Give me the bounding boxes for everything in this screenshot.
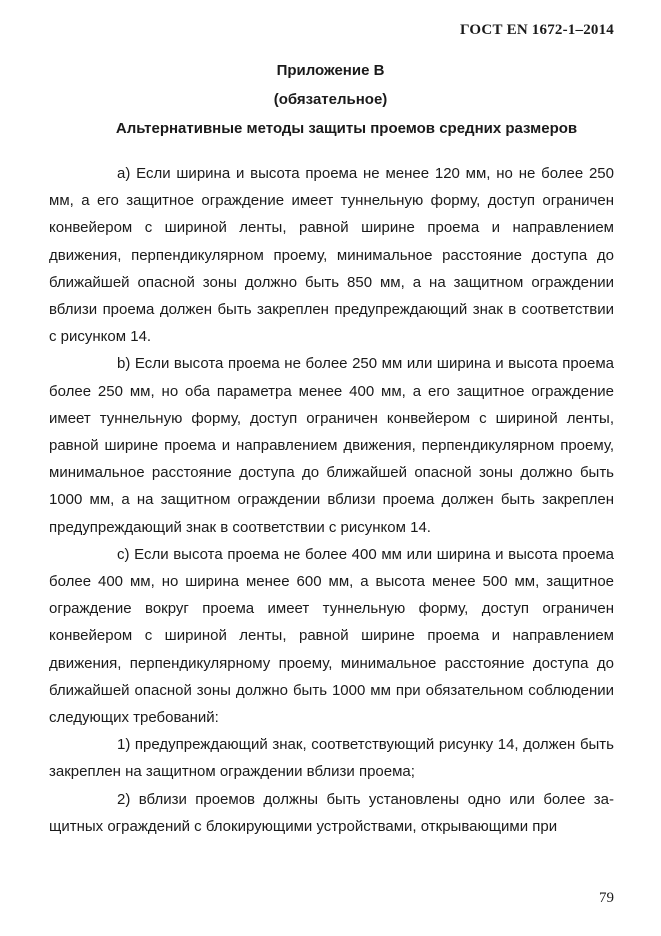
paragraph-c: с) Если высота проема не более 400 мм или ширина и высота проема более 400 мм, но ширина менее 600 мм, а высота менее 500 мм, защитное ограждение вокруг проема имеет туннельную форму, доступ ограничен конвейером с шириной ленты, равной ширине проема и направлением движения, перпендикулярному проему, минимальное расстояние доступа до ближайшей опасной зоны должно быть 1000 мм при обязательном соблюдении следующих требований: xyxy=(49,545,614,727)
page-number: 79 xyxy=(599,890,614,906)
appendix-heading: Альтернативные методы защиты проемов средних размеров xyxy=(115,120,578,137)
paragraph-a: а) Если ширина и высота проема не менее 120 мм, но не более 250 мм, а его защитное ограждение имеет туннельную форму, доступ ограничен конвейером с шириной ленты, равной ширине проема и направлением движения, перпендикулярном проему, минимальное расстояние доступа до ближайшей опасной зоны должно быть 850 мм, а на защитном ограждении вблизи проема должен быть закреплен предупреждающий знак в соответствии с рисунком 14. xyxy=(49,165,614,346)
appendix-title: Приложение В xyxy=(276,62,385,79)
requirement-2: 2) вблизи проемов должны быть установлены одно или более защитных ограждений с блокирующими устройствами, открывающими при xyxy=(49,790,614,835)
requirement-1: 1) предупреждающий знак, соответствующий рисунку 14, должен быть закреплен на защитном ограждении вблизи проема; xyxy=(49,736,614,781)
standard-code: ГОСТ EN 1672-1–2014 xyxy=(460,22,614,38)
paragraph-b: b) Если высота проема не более 250 мм или ширина и высота проема более 250 мм, но оба параметра менее 400 мм, а его защитное ограждение имеет туннельную форму, доступ ограничен конвейером с шириной ленты, равной ширине проема и направлением движения, перпендикулярном проему, минимальное расстояние доступа до ближайшей опасной зоны должно быть 1000 мм, а на защитном ограждении вблизи проема должен быть закреплен предупреждающий знак в соответствии с рисунком 14. xyxy=(49,355,614,536)
body-text xyxy=(49,160,614,840)
appendix-status: (обязательное) xyxy=(273,91,388,108)
